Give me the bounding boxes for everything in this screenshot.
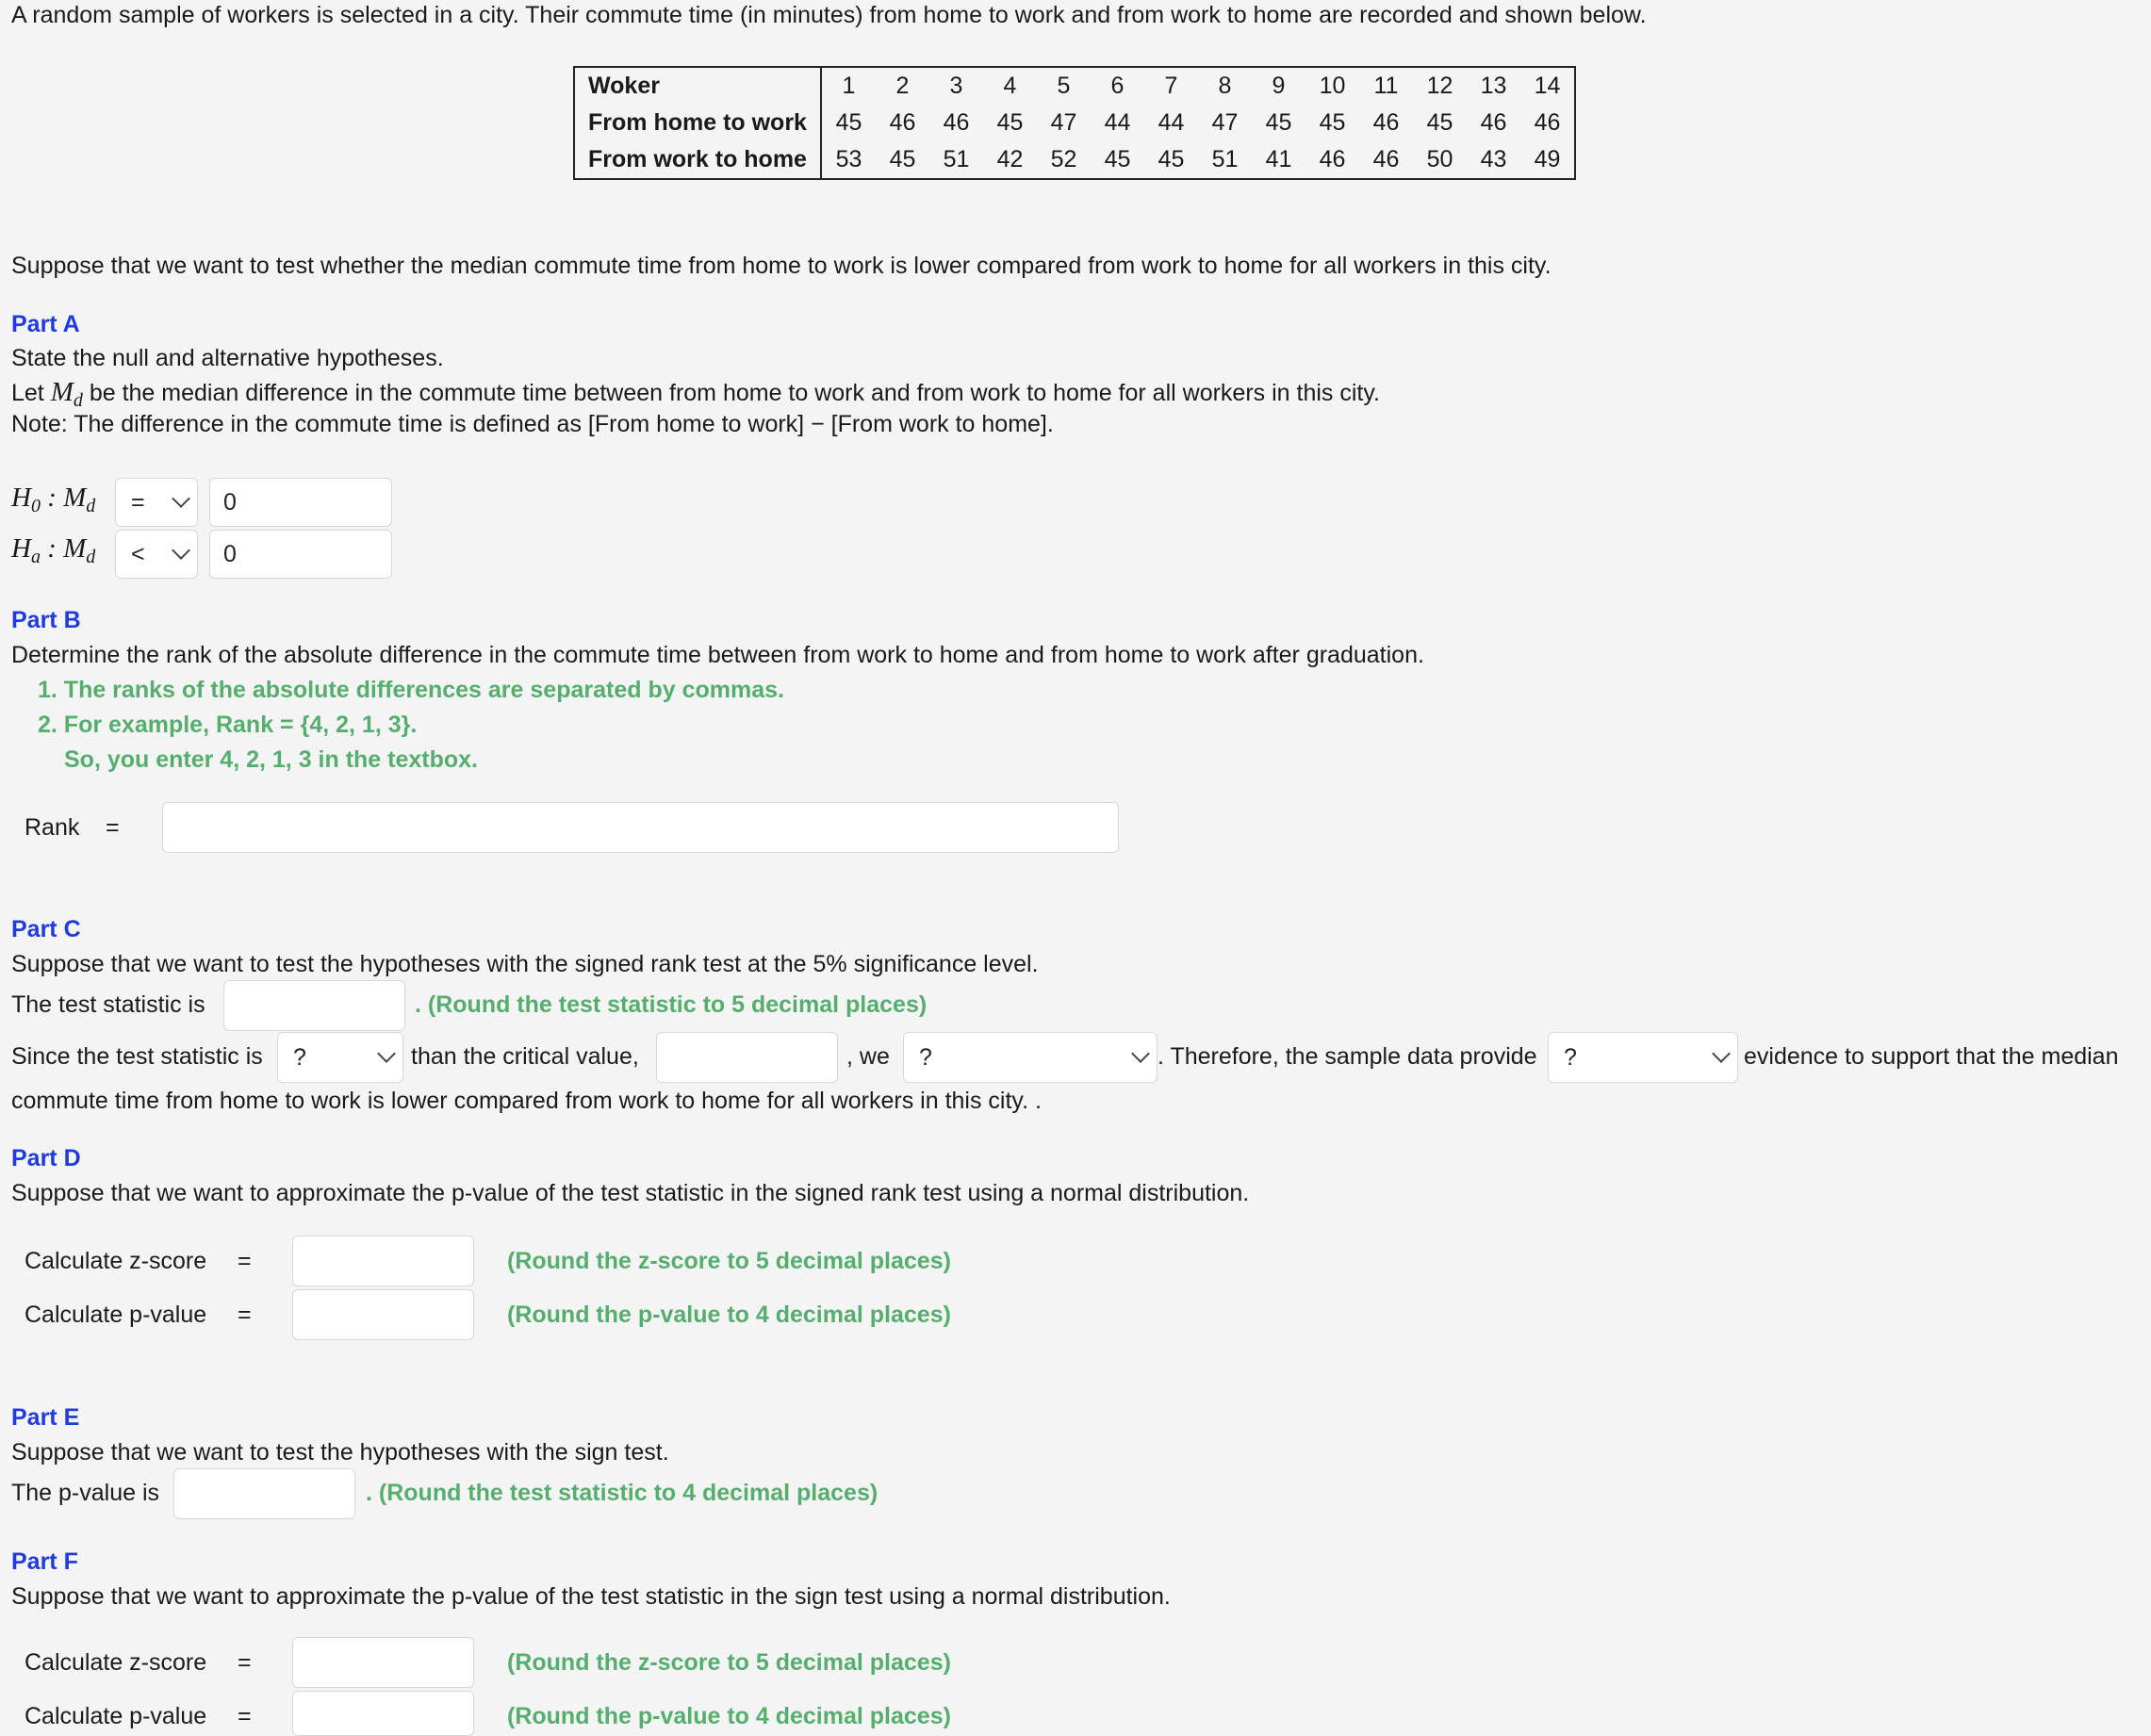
than-critical-text: than the critical value, bbox=[411, 1043, 639, 1070]
part-f-z-input[interactable] bbox=[292, 1637, 474, 1688]
critical-value-input[interactable] bbox=[656, 1032, 838, 1083]
ha-label bbox=[11, 533, 95, 565]
home-to-work-cell: 46 bbox=[889, 109, 916, 136]
work-to-home-cell: 49 bbox=[1534, 146, 1561, 172]
rank-label: Rank bbox=[25, 814, 80, 841]
h0-operator-select[interactable] bbox=[115, 478, 198, 527]
part-f-p-equals: = bbox=[238, 1703, 252, 1729]
part-f-p-input[interactable] bbox=[292, 1691, 474, 1736]
question-text: Suppose that we want to test whether the median commute time from home to work is lower compared from work to home for all workers in this city. bbox=[11, 253, 1552, 279]
h0-sub: 0 bbox=[30, 496, 41, 516]
work-to-home-cell: 45 bbox=[889, 146, 916, 172]
part-d-line1: Suppose that we want to approximate the p-value of the test statistic in the signed rank test using a normal distribution. bbox=[11, 1180, 1250, 1206]
test-statistic-input[interactable] bbox=[223, 980, 405, 1031]
part-a-line1: State the null and alternative hypotheses. bbox=[11, 345, 444, 371]
home-to-work-cell: 46 bbox=[943, 109, 970, 136]
decision-select-value: ? bbox=[919, 1043, 932, 1071]
worker-cell: 14 bbox=[1534, 73, 1561, 99]
h0-md: M bbox=[63, 483, 87, 513]
work-to-home-cell: 46 bbox=[1372, 146, 1400, 172]
home-to-work-cell: 44 bbox=[1104, 109, 1131, 136]
note-prefix: Note: The difference in the commute time is defined as bbox=[11, 411, 588, 437]
worker-cell: 11 bbox=[1373, 73, 1399, 99]
intro-text: A random sample of workers is selected in a city. Their commute time (in minutes) from home to work and from work to home are recorded and shown below. bbox=[11, 2, 1647, 28]
part-a-line2 bbox=[11, 377, 1380, 411]
part-a-let: Let bbox=[11, 380, 51, 406]
home-to-work-cell: 46 bbox=[1372, 109, 1400, 136]
chevron-down-icon bbox=[172, 541, 190, 560]
part-a-title: Part A bbox=[11, 311, 80, 337]
test-statistic-hint-text: . (Round the test statistic to 5 decimal places) bbox=[415, 991, 928, 1018]
part-b-hint1: 1. The ranks of the absolute differences are separated by commas. bbox=[38, 677, 784, 703]
part-e-title: Part E bbox=[11, 1404, 80, 1431]
work-to-home-cell: 46 bbox=[1319, 146, 1346, 172]
part-f-z-equals: = bbox=[238, 1649, 252, 1676]
md-symbol bbox=[50, 377, 83, 411]
part-f-z-label: Calculate z-score bbox=[25, 1649, 207, 1676]
therefore-text: . Therefore, the sample data provide bbox=[1158, 1043, 1537, 1070]
h0-label bbox=[11, 483, 95, 514]
work-to-home-cell: 42 bbox=[996, 146, 1024, 172]
h0-value-input[interactable] bbox=[209, 478, 392, 527]
h0-h: H bbox=[11, 483, 31, 513]
work-to-home-cell: 52 bbox=[1050, 146, 1077, 172]
work-to-home-cell: 43 bbox=[1480, 146, 1507, 172]
part-f-p-label: Calculate p-value bbox=[25, 1703, 207, 1729]
note-home-to-work: [From home to work] bbox=[587, 411, 805, 437]
h0-md-sub: d bbox=[86, 496, 96, 516]
note-end: . bbox=[1046, 411, 1054, 437]
evidence-select-value: ? bbox=[1564, 1043, 1577, 1071]
part-c-title: Part C bbox=[11, 916, 81, 942]
row-header-work-to-home: From work to home bbox=[574, 141, 821, 179]
home-to-work-cell: 45 bbox=[1426, 109, 1453, 136]
part-b-title: Part B bbox=[11, 607, 81, 633]
home-to-work-cell: 45 bbox=[1319, 109, 1346, 136]
test-statistic-label: The test statistic is bbox=[11, 991, 205, 1018]
part-f-line1: Suppose that we want to approximate the p-value of the test statistic in the sign test using a normal distribution. bbox=[11, 1583, 1171, 1610]
part-d-z-hint: (Round the z-score to 5 decimal places) bbox=[507, 1248, 951, 1274]
commute-table bbox=[573, 66, 1576, 180]
part-e-p-hint-text: . (Round the test statistic to 4 decimal places) bbox=[366, 1480, 878, 1506]
md-sub: d bbox=[73, 390, 83, 411]
ha-colon: : bbox=[40, 533, 64, 564]
chevron-down-icon bbox=[1712, 1044, 1731, 1063]
part-e-p-hint bbox=[366, 1480, 878, 1507]
part-d-z-input[interactable] bbox=[292, 1236, 474, 1286]
part-e-p-label: The p-value is bbox=[11, 1480, 160, 1506]
ha-operator-value: < bbox=[131, 540, 145, 567]
row-header-worker: Woker bbox=[574, 67, 821, 105]
worker-cell: 3 bbox=[949, 73, 963, 99]
part-d-p-equals: = bbox=[238, 1302, 252, 1328]
part-f-p-hint: (Round the p-value to 4 decimal places) bbox=[507, 1703, 951, 1729]
part-b-hint3: So, you enter 4, 2, 1, 3 in the textbox. bbox=[64, 746, 479, 773]
part-b-hint2: 2. For example, Rank = {4, 2, 1, 3}. bbox=[38, 712, 418, 738]
part-e-p-input[interactable] bbox=[173, 1468, 355, 1519]
part-f-title: Part F bbox=[11, 1548, 78, 1575]
work-to-home-cell: 50 bbox=[1426, 146, 1453, 172]
chevron-down-icon bbox=[1131, 1044, 1150, 1063]
part-d-title: Part D bbox=[11, 1145, 81, 1171]
work-to-home-cell: 45 bbox=[1104, 146, 1131, 172]
worker-cell: 12 bbox=[1426, 73, 1453, 99]
part-d-p-hint: (Round the p-value to 4 decimal places) bbox=[507, 1302, 951, 1328]
work-to-home-cell: 53 bbox=[835, 146, 862, 172]
part-d-z-equals: = bbox=[238, 1248, 252, 1274]
h0-operator-value: = bbox=[131, 488, 145, 516]
home-to-work-cell: 47 bbox=[1211, 109, 1239, 136]
chevron-down-icon bbox=[172, 489, 190, 508]
worker-cell: 1 bbox=[842, 73, 856, 99]
worker-cell: 8 bbox=[1218, 73, 1232, 99]
work-to-home-cell: 45 bbox=[1158, 146, 1185, 172]
worker-cell: 10 bbox=[1319, 73, 1346, 99]
comparison-select[interactable] bbox=[277, 1032, 403, 1083]
ha-sub: a bbox=[30, 547, 41, 567]
ha-md-sub: d bbox=[86, 547, 96, 567]
part-f-z-hint: (Round the z-score to 5 decimal places) bbox=[507, 1649, 951, 1676]
worker-cell: 5 bbox=[1057, 73, 1071, 99]
home-to-work-cell: 45 bbox=[835, 109, 862, 136]
part-d-p-label: Calculate p-value bbox=[25, 1302, 207, 1328]
table-row-worker bbox=[574, 67, 1575, 105]
chevron-down-icon bbox=[377, 1044, 396, 1063]
md-var: M bbox=[50, 377, 74, 407]
work-to-home-cell: 41 bbox=[1265, 146, 1292, 172]
decision-select[interactable] bbox=[903, 1032, 1158, 1083]
part-e-line1: Suppose that we want to test the hypotheses with the sign test. bbox=[11, 1439, 669, 1466]
row-header-home-to-work: From home to work bbox=[574, 105, 821, 141]
rank-equals: = bbox=[106, 814, 120, 841]
rank-input[interactable] bbox=[162, 802, 1119, 853]
test-statistic-hint bbox=[415, 991, 927, 1019]
home-to-work-cell: 45 bbox=[1265, 109, 1292, 136]
h0-colon: : bbox=[40, 483, 64, 513]
ha-md: M bbox=[63, 533, 87, 564]
evidence-select[interactable] bbox=[1548, 1032, 1738, 1083]
work-to-home-cell: 51 bbox=[943, 146, 970, 172]
worker-cell: 7 bbox=[1164, 73, 1178, 99]
evidence-text: evidence to support that the median bbox=[1744, 1043, 2119, 1070]
home-to-work-cell: 45 bbox=[996, 109, 1024, 136]
table-row-work-to-home bbox=[574, 141, 1575, 179]
note-minus: − bbox=[804, 411, 831, 437]
home-to-work-cell: 44 bbox=[1158, 109, 1185, 136]
we-text: , we bbox=[846, 1043, 890, 1070]
home-to-work-cell: 47 bbox=[1050, 109, 1077, 136]
part-c-line1: Suppose that we want to test the hypotheses with the signed rank test at the 5% significance level. bbox=[11, 951, 1039, 977]
worker-cell: 4 bbox=[1003, 73, 1017, 99]
part-d-z-label: Calculate z-score bbox=[25, 1248, 207, 1274]
home-to-work-cell: 46 bbox=[1534, 109, 1561, 136]
part-a-definition: be the median difference in the commute time between from home to work and from work to home for all workers in this city. bbox=[82, 380, 1380, 406]
ha-operator-select[interactable] bbox=[115, 530, 198, 579]
part-d-p-input[interactable] bbox=[292, 1289, 474, 1340]
worker-cell: 6 bbox=[1110, 73, 1125, 99]
part-b-line1: Determine the rank of the absolute difference in the commute time between from work to home and from home to work after graduation. bbox=[11, 642, 1424, 668]
table-row-home-to-work bbox=[574, 105, 1575, 141]
home-to-work-cell: 46 bbox=[1480, 109, 1507, 136]
ha-value-text: 0 bbox=[223, 540, 237, 567]
part-a-note bbox=[11, 411, 1054, 438]
work-to-home-cell: 51 bbox=[1211, 146, 1239, 172]
since-text: Since the test statistic is bbox=[11, 1043, 263, 1070]
note-work-to-home: [From work to home] bbox=[830, 411, 1047, 437]
worker-cell: 13 bbox=[1480, 73, 1507, 99]
h0-value-text: 0 bbox=[223, 488, 237, 516]
comparison-select-value: ? bbox=[293, 1043, 306, 1071]
ha-value-input[interactable] bbox=[209, 530, 392, 579]
worker-cell: 2 bbox=[895, 73, 910, 99]
part-c-conclusion: commute time from home to work is lower compared from work to home for all workers in this city. . bbox=[11, 1088, 1042, 1114]
worker-cell: 9 bbox=[1272, 73, 1286, 99]
ha-h: H bbox=[11, 533, 31, 564]
